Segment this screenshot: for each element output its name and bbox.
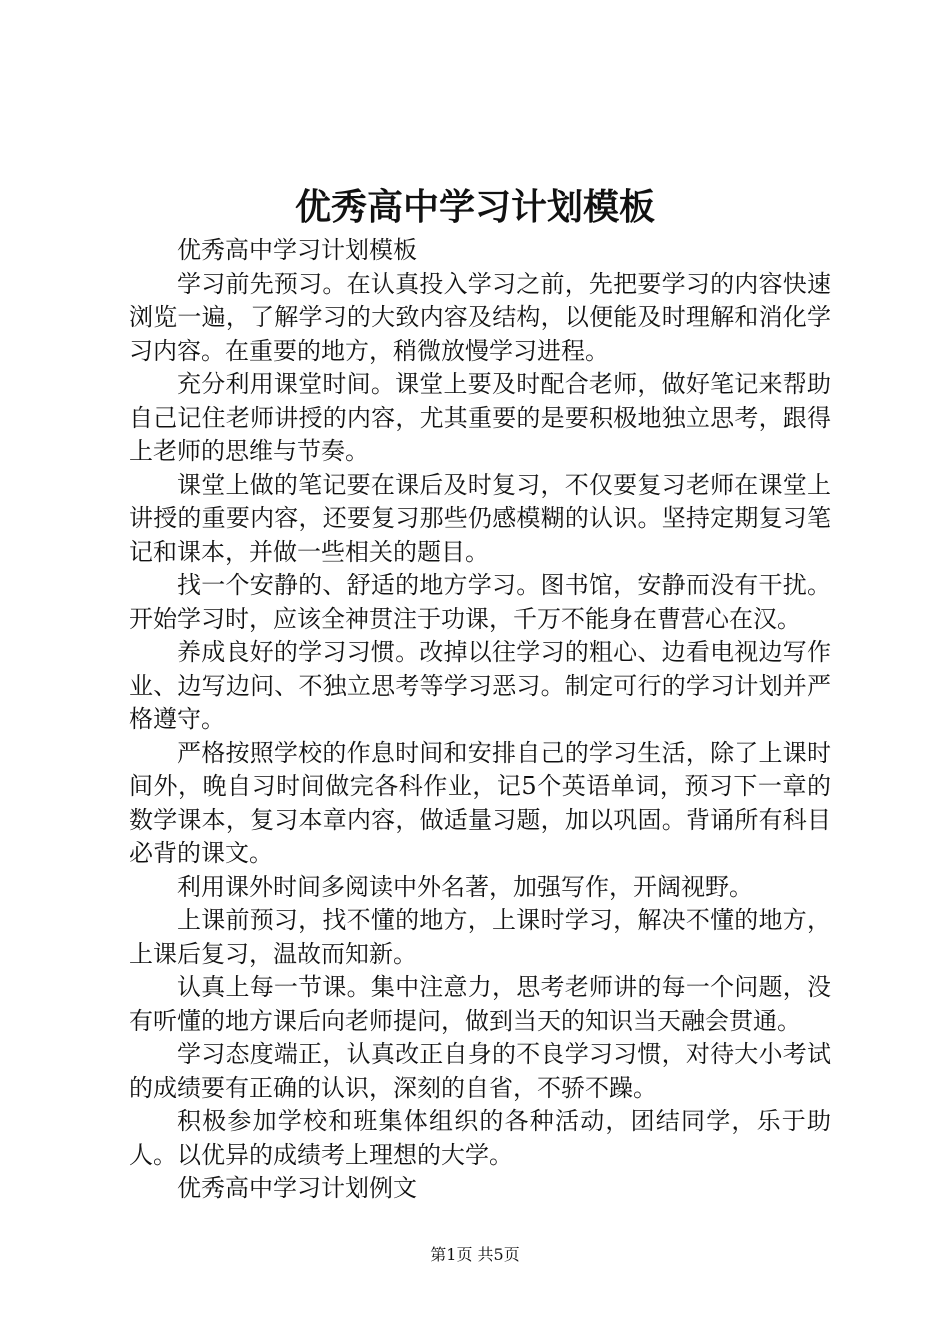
paragraph-before-after-class: 上课前预习，找不懂的地方，上课时学习，解决不懂的地方，上课后复习，温故而知新。 xyxy=(129,906,831,968)
paragraph-subtitle: 优秀高中学习计划模板 xyxy=(177,236,417,264)
paragraph-classroom: 充分利用课堂时间。课堂上要及时配合老师，做好笔记来帮助自己记住老师讲授的内容，尤其重要的是要积极地独立思考，跟得上老师的思维与节奏。 xyxy=(129,370,831,465)
paragraph-every-lesson: 认真上每一节课。集中注意力，思考老师讲的每一个问题，没有听懂的地方课后向老师提问，做到当天的知识当天融会贯通。 xyxy=(129,973,831,1035)
page-footer: 第1页 共5页 xyxy=(430,1245,520,1264)
paragraph-good-habits: 养成良好的学习习惯。改掉以往学习的粗心、边看电视边写作业、边写边问、不独立思考等学习恶习。制定可行的学习计划并严格遵守。 xyxy=(129,638,831,733)
paragraph-schedule: 严格按照学校的作息时间和安排自己的学习生活，除了上课时间外，晚自习时间做完各科作业，记5个英语单词，预习下一章的数学课本，复习本章内容，做适量习题，加以巩固。背诵所有科目必背的课文。 xyxy=(129,738,831,867)
paragraph-preview: 学习前先预习。在认真投入学习之前，先把要学习的内容快速浏览一遍，了解学习的大致内容及结构，以便能及时理解和消化学习内容。在重要的地方，稍微放慢学习进程。 xyxy=(129,269,831,365)
document-title: 优秀高中学习计划模板 xyxy=(294,186,655,228)
paragraph-quiet-place: 找一个安静的、舒适的地方学习。图书馆，安静而没有干扰。开始学习时，应该全神贯注于功课，千万不能身在曹营心在汉。 xyxy=(129,571,831,633)
paragraph-notes-review: 课堂上做的笔记要在课后及时复习，不仅要复习老师在课堂上讲授的重要内容，还要复习那些仍感模糊的认识。坚持定期复习笔记和课本，并做一些相关的题目。 xyxy=(129,470,831,566)
paragraph-example-heading: 优秀高中学习计划例文 xyxy=(177,1174,417,1202)
paragraph-attitude: 学习态度端正，认真改正自身的不良学习习惯，对待大小考试的成绩要有正确的认识，深刻的自省，不骄不躁。 xyxy=(129,1040,831,1102)
document-body xyxy=(129,234,831,1206)
paragraph-reading: 利用课外时间多阅读中外名著，加强写作，开阔视野。 xyxy=(177,872,753,901)
paragraph-activities: 积极参加学校和班集体组织的各种活动，团结同学，乐于助人。以优异的成绩考上理想的大学。 xyxy=(129,1107,831,1169)
